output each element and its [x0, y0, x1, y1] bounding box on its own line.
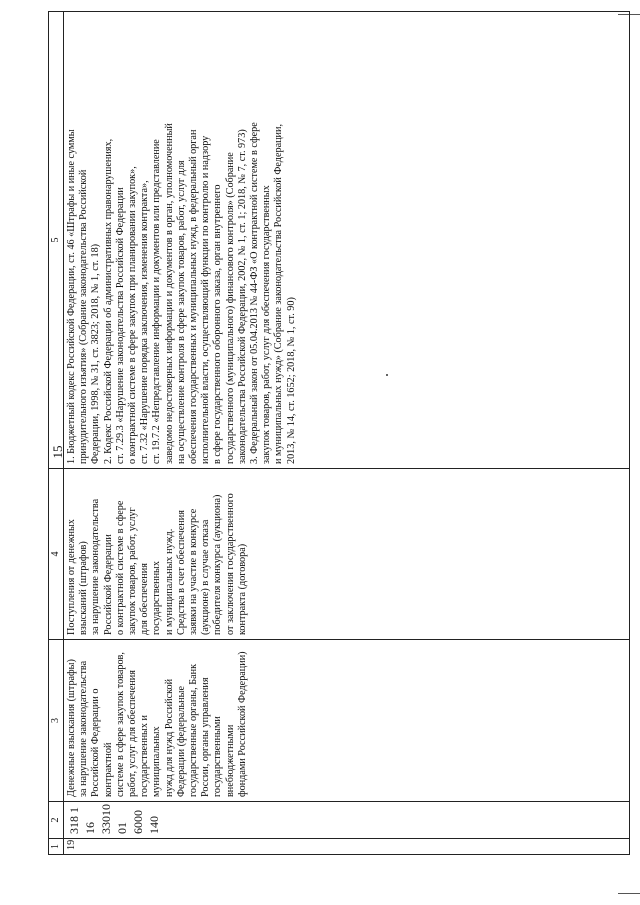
text-line: фондами Российской Федерации): [236, 651, 248, 797]
code-line: 6000 140: [131, 810, 161, 834]
text-line: за нарушение законодательства: [78, 660, 90, 797]
text-line: государственных: [151, 561, 163, 635]
text-line: Средства в счет обеспечения: [175, 510, 187, 635]
text-line: ст. 19.7.2 «Непредставление информации и документов или представление: [151, 139, 163, 464]
legal-basis-cell: [64, 12, 630, 469]
code-line: 33010 01: [99, 804, 129, 834]
text-line: принудительного изъятия» (Собрание законодательства Российской: [78, 169, 90, 464]
text-line: 2013, № 14, ст. 1652; 2018, № 1, ст. 90): [285, 297, 297, 464]
text-line: в сфере государственного оборонного заказа, орган внутреннего: [212, 184, 224, 464]
table-wrapper: [48, 12, 630, 855]
text-line: заявки на участие в конкурсе: [188, 508, 200, 635]
text-line: ст. 7.32 «Нарушение порядка заключения, изменения контракта»,: [139, 180, 151, 464]
text-line: нужд для нужд Российской: [163, 678, 175, 797]
text-line: на осуществление контроля в сфере закупок товаров, работ, услуг для: [175, 160, 187, 464]
text-line: Денежные взыскания (штрафы): [66, 659, 77, 797]
text-line: закупок товаров, работ, услуг: [127, 507, 139, 635]
text-line: 2. Кодекс Российской Федерации об административных правонарушениях,: [102, 138, 114, 464]
code-line: 318 1 16: [67, 807, 97, 834]
text-line: России, органы управления: [200, 677, 212, 797]
header-col-2: 2: [49, 802, 64, 839]
text-line: о контрактной системе в сфере: [114, 500, 126, 635]
text-line: (аукционе) в случае отказа: [200, 519, 212, 635]
text-line: Федерации (федеральные: [175, 686, 187, 797]
income-description-cell: [64, 469, 630, 640]
text-line: и муниципальных нужд» (Собрание законодательства Российской Федерации,: [273, 123, 285, 464]
text-line: 1. Бюджетный кодекс Российской Федерации, ст. 46 «Штрафы и иные суммы: [66, 129, 77, 464]
income-name-cell: [64, 640, 630, 802]
text-line: за нарушение законодательства: [90, 498, 102, 635]
text-line: о контрактной системе в сфере закупок при планировании закупок»,: [127, 166, 139, 464]
text-line: и муниципальных нужд.: [163, 528, 175, 635]
text-line: государственных и муниципальных: [139, 715, 163, 797]
text-line: системе в сфере закупок товаров,: [114, 652, 126, 797]
page-number: 15: [50, 445, 65, 459]
text-line: обеспечения государственных и муниципальных нужд, в федеральный орган: [188, 129, 200, 464]
text-line: Федерации, 1998, № 31, ст. 3823; 2018, № 1, ст. 18): [90, 243, 102, 464]
text-line: государственного (муниципального) финансового контроля» (Собрание: [224, 152, 236, 464]
row-number: 19: [64, 839, 630, 855]
text-line: контракта (договора): [236, 543, 248, 635]
text-line: государственные органы, Банк: [188, 663, 200, 797]
code-cell: [64, 802, 630, 839]
header-row: [49, 12, 64, 855]
header-col-3: 3: [49, 640, 64, 802]
text-line: Российской Федерации о контрактной: [90, 688, 114, 797]
text-line: для обеспечения: [139, 563, 151, 635]
text-line: закупок товаров, работ, услуг для обеспечения государственных: [261, 185, 273, 464]
text-line: исполнительной власти, осуществляющий функции по контролю и надзору: [200, 135, 212, 464]
text-line: победителя конкурса (аукциона): [212, 494, 224, 635]
header-col-5: 5: [49, 12, 64, 469]
document-table: [48, 11, 630, 855]
text-line: Российской Федерации: [102, 534, 114, 635]
rotated-table-area: [48, 12, 630, 855]
text-line: законодательства Российской Федерации, 2002, № 1, ст. 1; 2018, № 7, ст. 973): [236, 129, 248, 464]
scan-edge-mark-bottom: [618, 893, 640, 894]
table-row: [64, 12, 630, 855]
text-line: государственными внебюджетными: [212, 716, 236, 797]
text-line: 3. Федеральный закон от 05.04.2013 № 44-ФЗ «О контрактной системе в сфере: [249, 122, 261, 464]
text-line: Поступления от денежных: [66, 519, 77, 635]
text-line: ст. 7.29.3 «Нарушение законодательства Российской Федерации: [114, 187, 126, 464]
text-line: работ, услуг для обеспечения: [127, 670, 139, 797]
text-line: от заключения государственного: [224, 493, 236, 635]
header-col-4: 4: [49, 469, 64, 640]
text-line: взысканий (штрафов): [78, 541, 90, 635]
text-line: заведомо недостоверных информации и документов в орган, уполномоченный: [163, 123, 175, 464]
header-col-1: 1: [49, 839, 64, 855]
